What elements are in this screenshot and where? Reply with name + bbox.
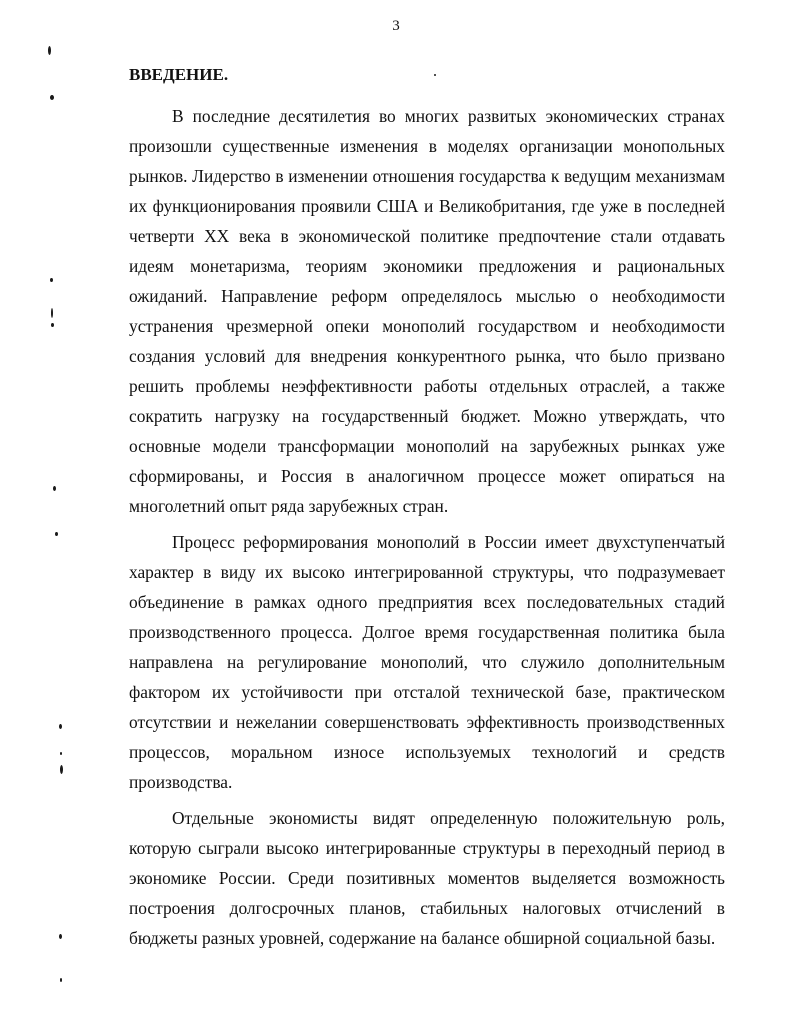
scan-speck <box>53 486 56 491</box>
section-heading: ВВЕДЕНИЕ. <box>129 65 229 84</box>
paragraph-3: Отдельные экономисты видят определенную положительную роль, которую сыграли высоко интегрированные структуры в переходный период в экономике России. Среди позитивных моментов выделяется возможность построения долгосрочных планов, стабильных налоговых отчислений в бюджеты разных уровней, содержание на балансе обширной социальной базы. <box>129 808 725 948</box>
scan-speck <box>51 308 53 318</box>
scan-speck <box>59 724 62 729</box>
scan-speck <box>51 323 54 327</box>
scan-speck <box>60 765 63 774</box>
scan-speck <box>59 934 62 939</box>
scan-speck <box>50 278 53 282</box>
scan-speck <box>60 978 62 982</box>
paragraph-2: Процесс реформирования монополий в России имеет двухступенчатый характер в виду их высоко интегрированной структуры, что подразумевает объединение в рамках одного предприятия всех последовательных стадий производственного процесса. Долгое время государственная политика была направлена на регулирование монополий, что служило дополнительным фактором их устойчивости при отсталой технической базе, практическом отсутствии и нежелании совершенствовать эффективность производственных процессов, моральном износе используемых технологий и средств производства. <box>129 532 725 792</box>
page-number: 3 <box>392 18 400 34</box>
scan-speck <box>60 752 62 755</box>
document-body <box>129 60 725 953</box>
scan-speck <box>55 532 58 536</box>
scan-speck <box>50 95 54 100</box>
paragraph-1: В последние десятилетия во многих развитых экономических странах произошли существенные изменения в моделях организации монопольных рынков. Лидерство в изменении отношения государства к ведущим механизмам их функционирования проявили США и Великобритания, где уже в последней четверти XX века в экономической политике предпочтение стали отдавать идеям монетаризма, теориям экономики предложения и рациональных ожиданий. Направление реформ определялось мыслью о необходимости устранения чрезмерной опеки монополий государством и необходимости создания условий для внедрения конкурентного рынка, что было призвано решить проблемы неэффективности работы отдельных отраслей, а также сократить нагрузку на государственный бюджет. Можно утверждать, что основные модели трансформации монополий на зарубежных рынках уже сформированы, и Россия в аналогичном процессе может опираться на многолетний опыт ряда зарубежных стран. <box>129 106 725 516</box>
scan-speck <box>48 46 51 55</box>
scan-speck <box>434 74 436 76</box>
